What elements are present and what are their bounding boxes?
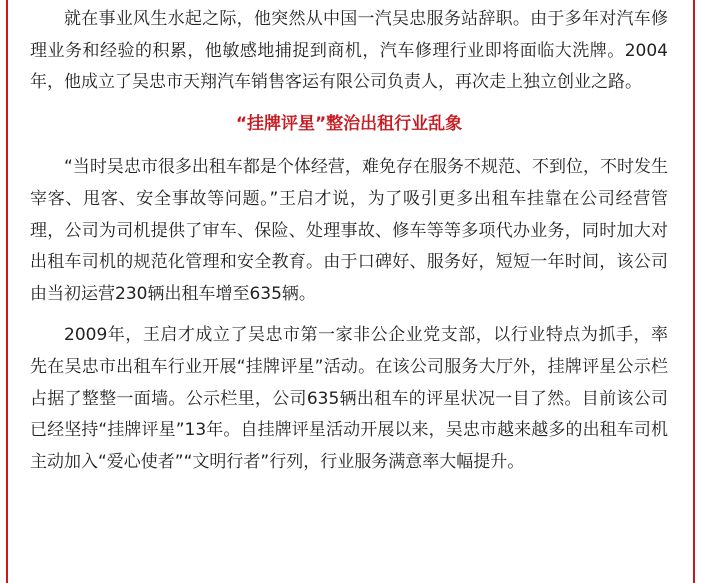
right-frame-border [693,0,695,583]
article-body [30,4,668,478]
left-frame-border [6,0,8,583]
article-paragraph-1: 就在事业风生水起之际，他突然从中国一汽吴忠服务站辞职。由于多年对汽车修理业务和经验的积累，他敏感地捕捉到商机，汽车修理行业即将面临大洗牌。2004年，他成立了吴忠市天翔汽车销售客运有限公司负责人，再次走上独立创业之路。 [30,9,668,93]
article-paragraph-2: “当时吴忠市很多出租车都是个体经营，难免存在服务不规范、不到位，不时发生宰客、甩客、安全事故等问题。”王启才说，为了吸引更多出租车挂靠在公司经营管理，公司为司机提供了审车、保险、处理事故、修车等等多项代办业务，同时加大对出租车司机的规范化管理和安全教育。由于口碑好、服务好，短短一年时间，该公司由当初运营230辆出租车增至635辆。 [30,157,668,304]
section-heading: “挂牌评星”整治出租行业乱象 [235,113,463,134]
article-paragraph-3: 2009年，王启才成立了吴忠市第一家非公企业党支部，以行业特点为抓手，率先在吴忠市出租车行业开展“挂牌评星”活动。在该公司服务大厅外，挂牌评星公示栏占据了整整一面墙。公示栏里，公司635辆出租车的评星状况一目了然。目前该公司已经坚持“挂牌评星”13年。自挂牌评星活动开展以来，吴忠市越来越多的出租车司机主动加入“爱心使者”“文明行者”行列，行业服务满意率大幅提升。 [30,325,668,472]
